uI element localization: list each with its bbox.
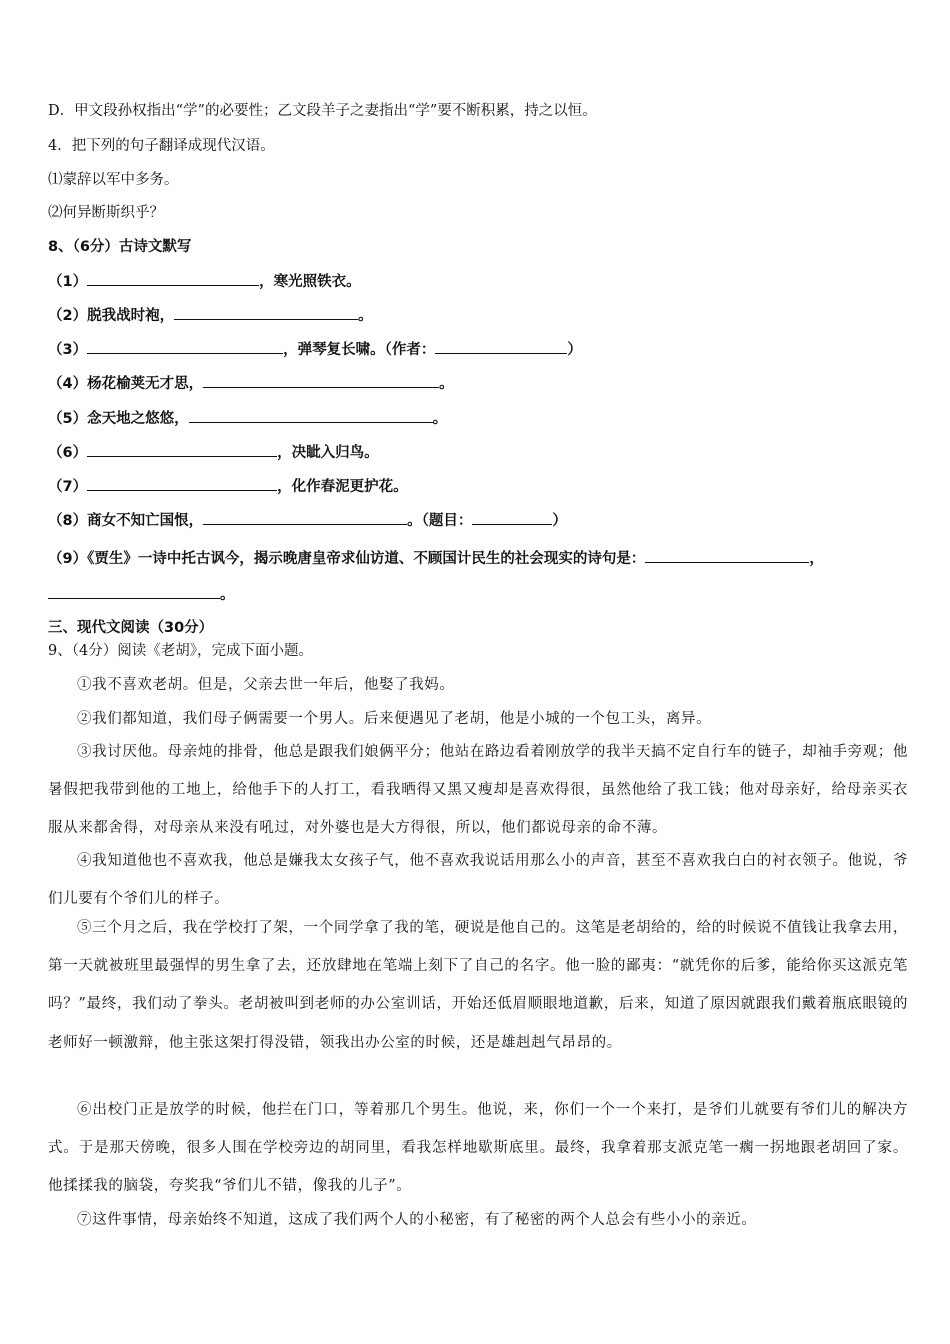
item-text: 脱我战时袍， bbox=[87, 308, 175, 324]
section-3-heading: 三、现代文阅读（30分） bbox=[48, 620, 214, 636]
item-text: 。 bbox=[439, 376, 454, 392]
fill-blank bbox=[203, 373, 439, 388]
item-text: ，化作春泥更护花。 bbox=[277, 479, 408, 495]
q8-item-5 bbox=[48, 408, 447, 429]
fill-blank bbox=[87, 271, 259, 286]
paragraph-1: ①我不喜欢老胡。但是，父亲去世一年后，他娶了我妈。 bbox=[77, 677, 455, 693]
item-number: （7） bbox=[48, 479, 88, 495]
item-number: （9） bbox=[48, 551, 88, 567]
q8-item-3 bbox=[48, 339, 582, 360]
item-text: ） bbox=[552, 513, 567, 529]
item-text: ） bbox=[567, 342, 582, 358]
q4-item-1: ⑴蒙辞以军中多务。 bbox=[48, 172, 179, 188]
item-text: ， bbox=[809, 551, 824, 567]
fill-blank bbox=[87, 476, 277, 491]
item-text: 《贾生》一诗中托古讽今，揭示晚唐皇帝求仙访道、不顾国计民生的社会现实的诗句是： bbox=[87, 551, 646, 567]
item-number: （1） bbox=[48, 274, 88, 290]
paragraph-3: ③我讨厌他。母亲炖的排骨，他总是跟我们娘俩平分；他站在路边看着刚放学的我半天搞不定自行车的链子，却袖手旁观；他暑假把我带到他的工地上，给他手下的人打工，看我晒得又黑又瘦却是喜欢得很，虽然他给了我工钱；他对母亲好，给母亲买衣服从来都舍得，对母亲从来没有吼过，对外婆也是大方得很，所以，他们都说母亲的命不薄。 bbox=[48, 744, 908, 837]
item-number: （6） bbox=[48, 445, 88, 461]
fill-blank bbox=[645, 548, 809, 563]
item-text: 。 bbox=[358, 308, 373, 324]
item-number: （4） bbox=[48, 376, 88, 392]
fill-blank bbox=[87, 339, 283, 354]
q8-title: 8、（6分）古诗文默写 bbox=[48, 239, 192, 255]
item-number: （3） bbox=[48, 342, 88, 358]
author-blank bbox=[435, 339, 567, 354]
item-text: 杨花榆荚无才思， bbox=[87, 376, 204, 392]
paragraph-7: ⑦这件事情，母亲始终不知道，这成了我们两个人的小秘密，有了秘密的两个人总会有些小小的亲近。 bbox=[77, 1212, 757, 1228]
item-text: 商女不知亡国恨， bbox=[87, 513, 204, 529]
title-blank bbox=[472, 510, 552, 525]
q8-item-8 bbox=[48, 510, 567, 531]
fill-blank bbox=[87, 442, 277, 457]
item-text: 。 bbox=[220, 587, 235, 603]
paragraph-4: ④我知道他也不喜欢我，他总是嫌我太女孩子气，他不喜欢我说话用那么小的声音，甚至不喜欢我白白的衬衣领子。他说，爷们儿要有个爷们儿的样子。 bbox=[48, 853, 908, 908]
fill-blank bbox=[203, 510, 407, 525]
fill-blank bbox=[189, 408, 433, 423]
q8-item-1 bbox=[48, 271, 361, 292]
item-number: （5） bbox=[48, 411, 88, 427]
paragraph-2: ②我们都知道，我们母子俩需要一个男人。后来便遇见了老胡，他是小城的一个包工头，离异。 bbox=[77, 711, 712, 727]
option-d: D．甲文段孙权指出“学”的必要性；乙文段羊子之妻指出“学”要不断积累，持之以恒。 bbox=[48, 103, 597, 119]
q8-item-2 bbox=[48, 305, 373, 326]
paragraph-6: ⑥出校门正是放学的时候，他拦在门口，等着那几个男生。他说，来，你们一个一个来打，是爷们儿就要有爷们儿的解决方式。于是那天傍晚，很多人围在学校旁边的胡同里，看我怎样地歇斯底里。最终，我拿着那支派克笔一瘸一拐地跟老胡回了家。他揉揉我的脑袋，夸奖我“爷们儿不错，像我的儿子”。 bbox=[48, 1102, 908, 1195]
q8-item-7 bbox=[48, 476, 408, 497]
item-number: （8） bbox=[48, 513, 88, 529]
q8-item-6 bbox=[48, 442, 379, 463]
item-text: ，决眦入归鸟。 bbox=[277, 445, 379, 461]
q8-item-9 bbox=[48, 548, 824, 569]
q8-item-4 bbox=[48, 373, 454, 394]
fill-blank bbox=[48, 584, 220, 599]
fill-blank bbox=[174, 305, 358, 320]
q8-item-9-continued bbox=[48, 584, 235, 605]
paragraph-5: ⑤三个月之后，我在学校打了架，一个同学拿了我的笔，硬说是他自己的。这笔是老胡给的，给的时候说不值钱让我拿去用，第一天就被班里最强悍的男生拿了去，还放肆地在笔端上刻下了自己的名字。他一脸的鄙夷：“就凭你的后爹，能给你买这派克笔吗？”最终，我们动了拳头。老胡被叫到老师的办公室训话，开始还低眉顺眼地道歉，后来，知道了原因就跟我们戴着瓶底眼镜的老师好一顿激辩，他主张这架打得没错，领我出办公室的时候，还是雄赳赳气昂昂的。 bbox=[48, 920, 908, 1051]
q9-title: 9、（4分）阅读《老胡》，完成下面小题。 bbox=[48, 643, 313, 659]
item-text: 。（题目： bbox=[407, 513, 473, 529]
item-text: 念天地之悠悠， bbox=[87, 411, 189, 427]
item-number: （2） bbox=[48, 308, 88, 324]
item-text: ，弹琴复长啸。（作者： bbox=[283, 342, 436, 358]
q4-title: 4．把下列的句子翻译成现代汉语。 bbox=[48, 138, 275, 154]
q4-item-2: ⑵何异断斯织乎？ bbox=[48, 205, 164, 221]
item-text: ，寒光照铁衣。 bbox=[259, 274, 361, 290]
item-text: 。 bbox=[432, 411, 448, 427]
